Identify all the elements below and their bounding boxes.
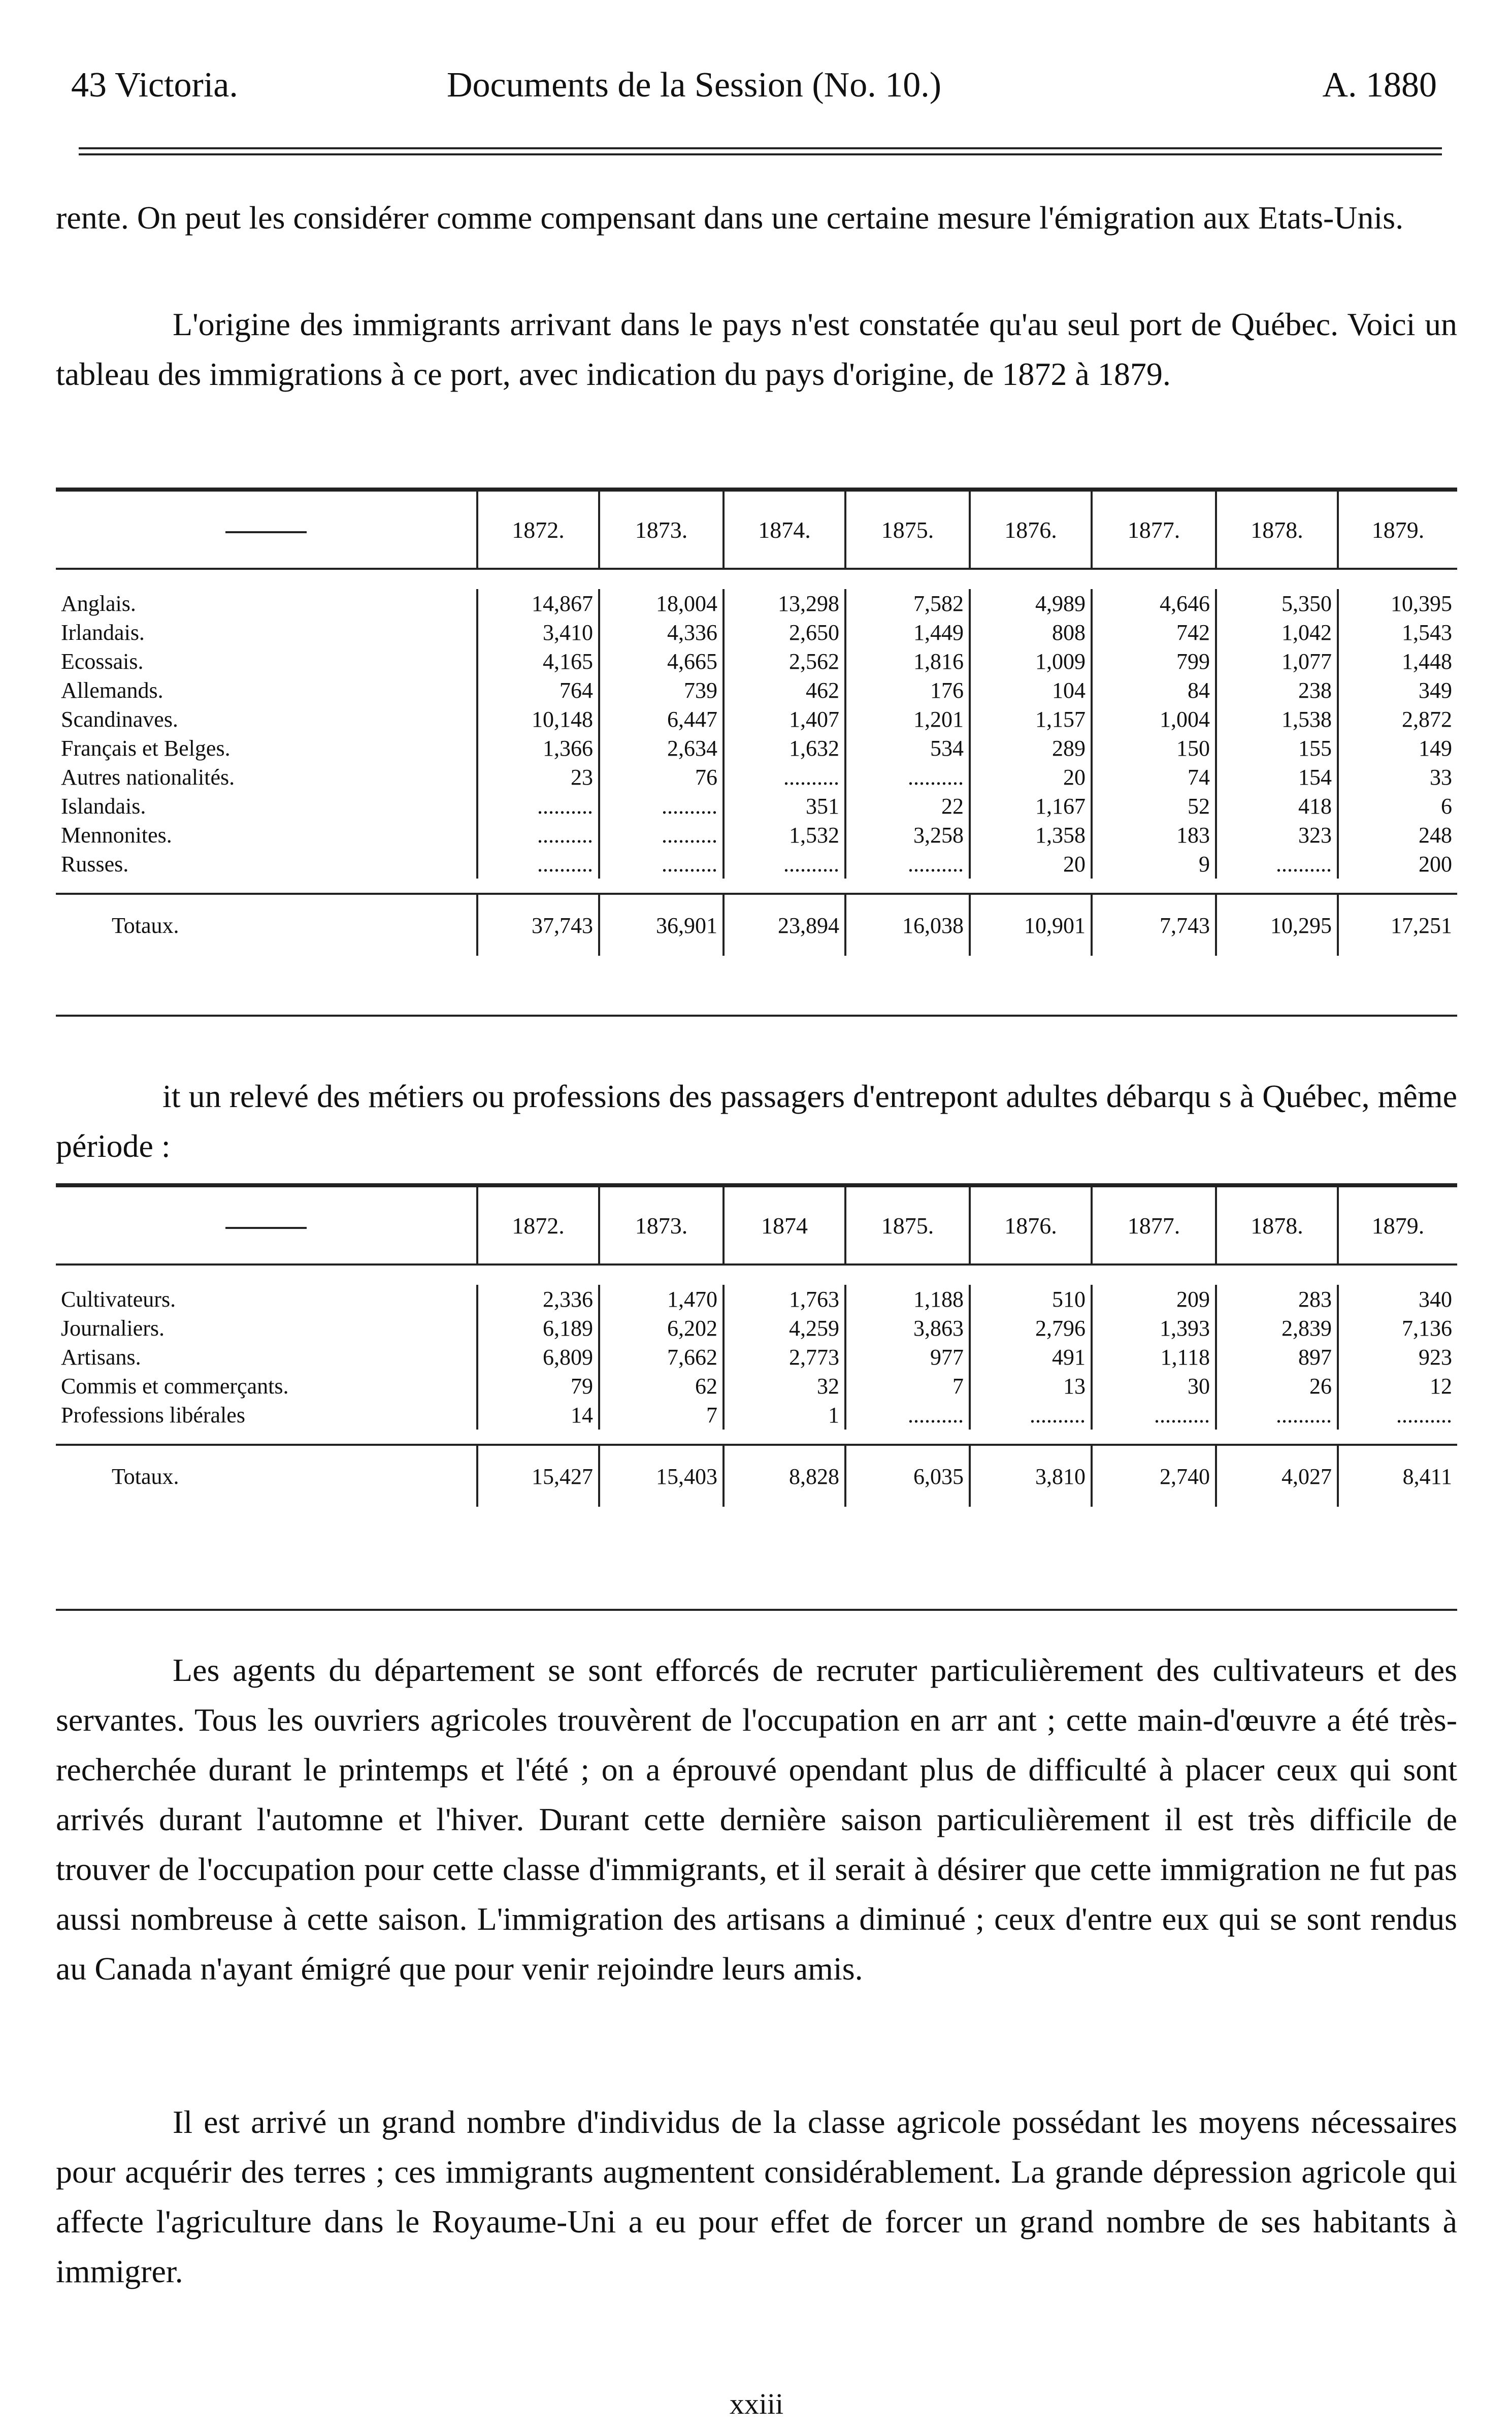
origin-year-header: 1873. (599, 492, 724, 569)
table-cell: 23 (477, 763, 599, 792)
table-origin-frame (56, 488, 1457, 1017)
table-cell: 20 (970, 763, 1092, 792)
table-cell: 491 (970, 1343, 1092, 1372)
total-cell: 3,810 (970, 1445, 1092, 1507)
professions-year-header: 1877. (1092, 1187, 1216, 1264)
table-cell: 6,202 (599, 1314, 724, 1343)
table-cell: 1,118 (1092, 1343, 1216, 1372)
table-cell: 183 (1092, 821, 1216, 850)
total-cell: 16,038 (845, 894, 970, 956)
table-cell: 1 (724, 1401, 845, 1430)
table-cell: 1,188 (845, 1285, 970, 1314)
table-cell: 2,634 (599, 734, 724, 763)
table-cell: 5,350 (1216, 589, 1338, 618)
professions-year-header: 1876. (970, 1187, 1092, 1264)
table-cell: 238 (1216, 676, 1338, 705)
row-label: Cultivateurs. (61, 1287, 176, 1312)
table-cell: .......... (599, 850, 724, 879)
table-cell: 4,646 (1092, 589, 1216, 618)
table-cell: 1,042 (1216, 618, 1338, 647)
table-cell: 14 (477, 1401, 599, 1430)
header-year: A. 1880 (1322, 66, 1437, 105)
table-cell: 14,867 (477, 589, 599, 618)
row-label: Scandinaves. (61, 707, 178, 732)
totals-label: Totaux. (112, 1464, 179, 1489)
table-cell: 1,543 (1338, 618, 1457, 647)
table-cell: 18,004 (599, 589, 724, 618)
table-row (56, 792, 1457, 821)
table-cell: 1,077 (1216, 647, 1338, 676)
table-cell: 248 (1338, 821, 1457, 850)
intro-paragraph-2 (56, 300, 1457, 399)
professions-year-header: 1875. (845, 1187, 970, 1264)
professions-year-header: 1879. (1338, 1187, 1457, 1264)
table-cell: .......... (845, 1401, 970, 1430)
table-cell: 739 (599, 676, 724, 705)
table-cell: 349 (1338, 676, 1457, 705)
table-cell: 74 (1092, 763, 1216, 792)
table-cell: 10,148 (477, 705, 599, 734)
table-professions-corner (56, 1187, 477, 1264)
table-cell: 30 (1092, 1372, 1216, 1401)
totals-label: Totaux. (112, 913, 179, 938)
table-cell: 200 (1338, 850, 1457, 879)
table-cell: .......... (477, 821, 599, 850)
header-dash (225, 531, 307, 533)
table-cell: 2,336 (477, 1285, 599, 1314)
intro-paragraph-1 (56, 193, 1457, 243)
row-label: Artisans. (61, 1345, 141, 1370)
table-cell: 79 (477, 1372, 599, 1401)
total-cell: 4,027 (1216, 1445, 1338, 1507)
table-cell: 176 (845, 676, 970, 705)
table-cell: 1,358 (970, 821, 1092, 850)
table-origin-corner (56, 492, 477, 569)
table-cell: 1,763 (724, 1285, 845, 1314)
total-cell: 15,427 (477, 1445, 599, 1507)
total-cell: 8,828 (724, 1445, 845, 1507)
middle-text: it un relevé des métiers ou professions des passagers d'entrepont adultes débarqu s à Québec, même période : (56, 1078, 1457, 1164)
professions-year-header: 1873. (599, 1187, 724, 1264)
table-cell: 20 (970, 850, 1092, 879)
professions-year-header: 1872. (477, 1187, 599, 1264)
row-label: Français et Belges. (61, 736, 231, 761)
table-cell: 534 (845, 734, 970, 763)
table-cell: 897 (1216, 1343, 1338, 1372)
row-label: Irlandais. (61, 620, 145, 645)
table-cell: 1,167 (970, 792, 1092, 821)
table-cell: 1,538 (1216, 705, 1338, 734)
table-cell: 323 (1216, 821, 1338, 850)
header-dash (225, 1227, 307, 1229)
header-title: Documents de la Session (No. 10.) (447, 66, 942, 105)
table-cell: 154 (1216, 763, 1338, 792)
table-cell: 4,259 (724, 1314, 845, 1343)
table-cell: 2,839 (1216, 1314, 1338, 1343)
page-header (56, 65, 1457, 111)
row-label: Autres nationalités. (61, 765, 235, 790)
table-cell: 155 (1216, 734, 1338, 763)
table-cell: .......... (599, 821, 724, 850)
table-row (56, 1401, 1457, 1430)
table-cell: 62 (599, 1372, 724, 1401)
table-cell: 7,662 (599, 1343, 724, 1372)
total-cell: 23,894 (724, 894, 845, 956)
origin-year-header: 1872. (477, 492, 599, 569)
table-cell: 7,582 (845, 589, 970, 618)
table-cell: .......... (1216, 1401, 1338, 1430)
table-row (56, 676, 1457, 705)
table-cell: .......... (1092, 1401, 1216, 1430)
table-cell: 3,863 (845, 1314, 970, 1343)
table-cell: 742 (1092, 618, 1216, 647)
table-cell: 26 (1216, 1372, 1338, 1401)
table-cell: .......... (477, 792, 599, 821)
table-cell: 6,809 (477, 1343, 599, 1372)
table-cell: 150 (1092, 734, 1216, 763)
table-row (56, 589, 1457, 618)
table-cell: 977 (845, 1343, 970, 1372)
table-cell: 4,165 (477, 647, 599, 676)
row-label: Mennonites. (61, 823, 172, 848)
total-cell: 36,901 (599, 894, 724, 956)
table-cell: 76 (599, 763, 724, 792)
table-row (56, 850, 1457, 879)
row-label: Journaliers. (61, 1316, 165, 1341)
table-cell: 1,448 (1338, 647, 1457, 676)
table-cell: 4,336 (599, 618, 724, 647)
total-cell: 7,743 (1092, 894, 1216, 956)
paragraph-4-text: Il est arrivé un grand nombre d'individus de la classe agricole possédant les moyens nécessaires pour acquérir des terres ; ces immigrants augmentent considérablement. La grande dépression agricole qui affecte l'agriculture dans le Royaume-Uni a eu pour effet de forcer un grand nombre de ses habitants à immigrer. (56, 2104, 1457, 2289)
table-cell: 2,872 (1338, 705, 1457, 734)
table-cell: 2,796 (970, 1314, 1092, 1343)
row-label: Professions libérales (61, 1403, 245, 1428)
table-cell: 1,366 (477, 734, 599, 763)
origin-year-header: 1875. (845, 492, 970, 569)
table-cell: 1,004 (1092, 705, 1216, 734)
table-cell: 3,410 (477, 618, 599, 647)
row-label: Commis et commerçants. (61, 1374, 289, 1399)
table-cell: 1,201 (845, 705, 970, 734)
table-row (56, 705, 1457, 734)
origin-year-header: 1874. (724, 492, 845, 569)
table-cell: 149 (1338, 734, 1457, 763)
table-cell: 22 (845, 792, 970, 821)
total-cell: 6,035 (845, 1445, 970, 1507)
table-cell: 2,562 (724, 647, 845, 676)
table-row (56, 1285, 1457, 1314)
intro-text-1: rente. On peut les considérer comme compensant dans une certaine mesure l'émigration aux Etats-Unis. (56, 200, 1404, 236)
total-cell: 17,251 (1338, 894, 1457, 956)
row-label: Islandais. (61, 794, 146, 819)
intro-text-2: L'origine des immigrants arrivant dans le pays n'est constatée qu'au seul port de Québec. Voici un tableau des immigrations à ce port, avec indication du pays d'origine, de 1872 à 1879. (56, 306, 1457, 392)
table-professions-frame (56, 1183, 1457, 1611)
total-cell: 8,411 (1338, 1445, 1457, 1507)
table-cell: 2,650 (724, 618, 845, 647)
table-cell: 289 (970, 734, 1092, 763)
table-cell: 12 (1338, 1372, 1457, 1401)
table-cell: 1,532 (724, 821, 845, 850)
table-cell: .......... (724, 763, 845, 792)
total-cell: 37,743 (477, 894, 599, 956)
table-cell: 9 (1092, 850, 1216, 879)
origin-year-header: 1878. (1216, 492, 1338, 569)
table-cell: .......... (724, 850, 845, 879)
total-cell: 15,403 (599, 1445, 724, 1507)
table-cell: 52 (1092, 792, 1216, 821)
table-cell: 7 (845, 1372, 970, 1401)
total-cell: 10,901 (970, 894, 1092, 956)
row-label: Russes. (61, 852, 129, 877)
origin-year-header: 1876. (970, 492, 1092, 569)
table-cell: .......... (845, 763, 970, 792)
table-cell: 13,298 (724, 589, 845, 618)
table-row (56, 1343, 1457, 1372)
table-cell: 6,447 (599, 705, 724, 734)
table-cell: 2,773 (724, 1343, 845, 1372)
table-cell: 764 (477, 676, 599, 705)
table-cell: 1,632 (724, 734, 845, 763)
table-cell: .......... (970, 1401, 1092, 1430)
table-cell: 808 (970, 618, 1092, 647)
table-cell: 1,470 (599, 1285, 724, 1314)
table-cell: 462 (724, 676, 845, 705)
table-cell: .......... (845, 850, 970, 879)
table-cell: 510 (970, 1285, 1092, 1314)
table-cell: 418 (1216, 792, 1338, 821)
table-cell: 32 (724, 1372, 845, 1401)
paragraph-3-text: Les agents du département se sont efforcés de recruter particulièrement des cultivateurs et des servantes. Tous les ouvriers agricoles trouvèrent de l'occupation en arr ant ; cette main-d'œuvre a été très-recherchée durant le printemps et l'été ; on a éprouvé opendant plus de difficulté à placer ceux qui sont arrivés durant l'automne et l'hiver. Durant cette dernière saison particulièrement il est très difficile de trouver de l'occupation pour cette classe d'immigrants, et il serait à désirer que cette immigration ne fut pas aussi nombreuse à cette saison. L'immigration des artisans a diminué ; ceux d'entre eux qui se sont rendus au Canada n'ayant émigré que pour venir rejoindre leurs amis. (56, 1652, 1457, 1987)
table-cell: 6,189 (477, 1314, 599, 1343)
table-origin (56, 492, 1457, 956)
table-cell: .......... (477, 850, 599, 879)
origin-year-header: 1877. (1092, 492, 1216, 569)
totals-row (56, 894, 1457, 956)
table-cell: 1,157 (970, 705, 1092, 734)
table-cell: 4,665 (599, 647, 724, 676)
total-cell: 2,740 (1092, 1445, 1216, 1507)
table-cell: 33 (1338, 763, 1457, 792)
table-cell: 799 (1092, 647, 1216, 676)
table-cell: 1,393 (1092, 1314, 1216, 1343)
table-cell: 6 (1338, 792, 1457, 821)
table-cell: 3,258 (845, 821, 970, 850)
table-cell: 104 (970, 676, 1092, 705)
total-cell: 10,295 (1216, 894, 1338, 956)
table-row (56, 618, 1457, 647)
header-rule (79, 147, 1442, 155)
middle-paragraph (56, 1072, 1457, 1171)
table-cell: 1,449 (845, 618, 970, 647)
table-cell: 340 (1338, 1285, 1457, 1314)
row-label: Allemands. (61, 678, 163, 703)
table-cell: .......... (1338, 1401, 1457, 1430)
table-cell: 1,009 (970, 647, 1092, 676)
table-cell: 84 (1092, 676, 1216, 705)
paragraph-4 (56, 2097, 1457, 2296)
table-row (56, 647, 1457, 676)
table-row (56, 1314, 1457, 1343)
table-cell: 1,407 (724, 705, 845, 734)
table-cell: 4,989 (970, 589, 1092, 618)
table-cell: 209 (1092, 1285, 1216, 1314)
paragraph-3 (56, 1645, 1457, 1994)
table-cell: 351 (724, 792, 845, 821)
table-cell: .......... (599, 792, 724, 821)
origin-year-header: 1879. (1338, 492, 1457, 569)
table-cell: .......... (1216, 850, 1338, 879)
table-row (56, 734, 1457, 763)
table-cell: 7,136 (1338, 1314, 1457, 1343)
row-label: Ecossais. (61, 649, 144, 674)
row-label: Anglais. (61, 591, 136, 616)
table-cell: 1,816 (845, 647, 970, 676)
totals-row (56, 1445, 1457, 1507)
header-volume: 43 Victoria. (71, 66, 238, 105)
table-cell: 923 (1338, 1343, 1457, 1372)
table-cell: 7 (599, 1401, 724, 1430)
professions-year-header: 1878. (1216, 1187, 1338, 1264)
table-row (56, 1372, 1457, 1401)
table-professions (56, 1187, 1457, 1507)
table-cell: 10,395 (1338, 589, 1457, 618)
table-row (56, 763, 1457, 792)
table-cell: 283 (1216, 1285, 1338, 1314)
page-number: xxiii (729, 2387, 784, 2420)
table-row (56, 821, 1457, 850)
professions-year-header: 1874 (724, 1187, 845, 1264)
table-cell: 13 (970, 1372, 1092, 1401)
